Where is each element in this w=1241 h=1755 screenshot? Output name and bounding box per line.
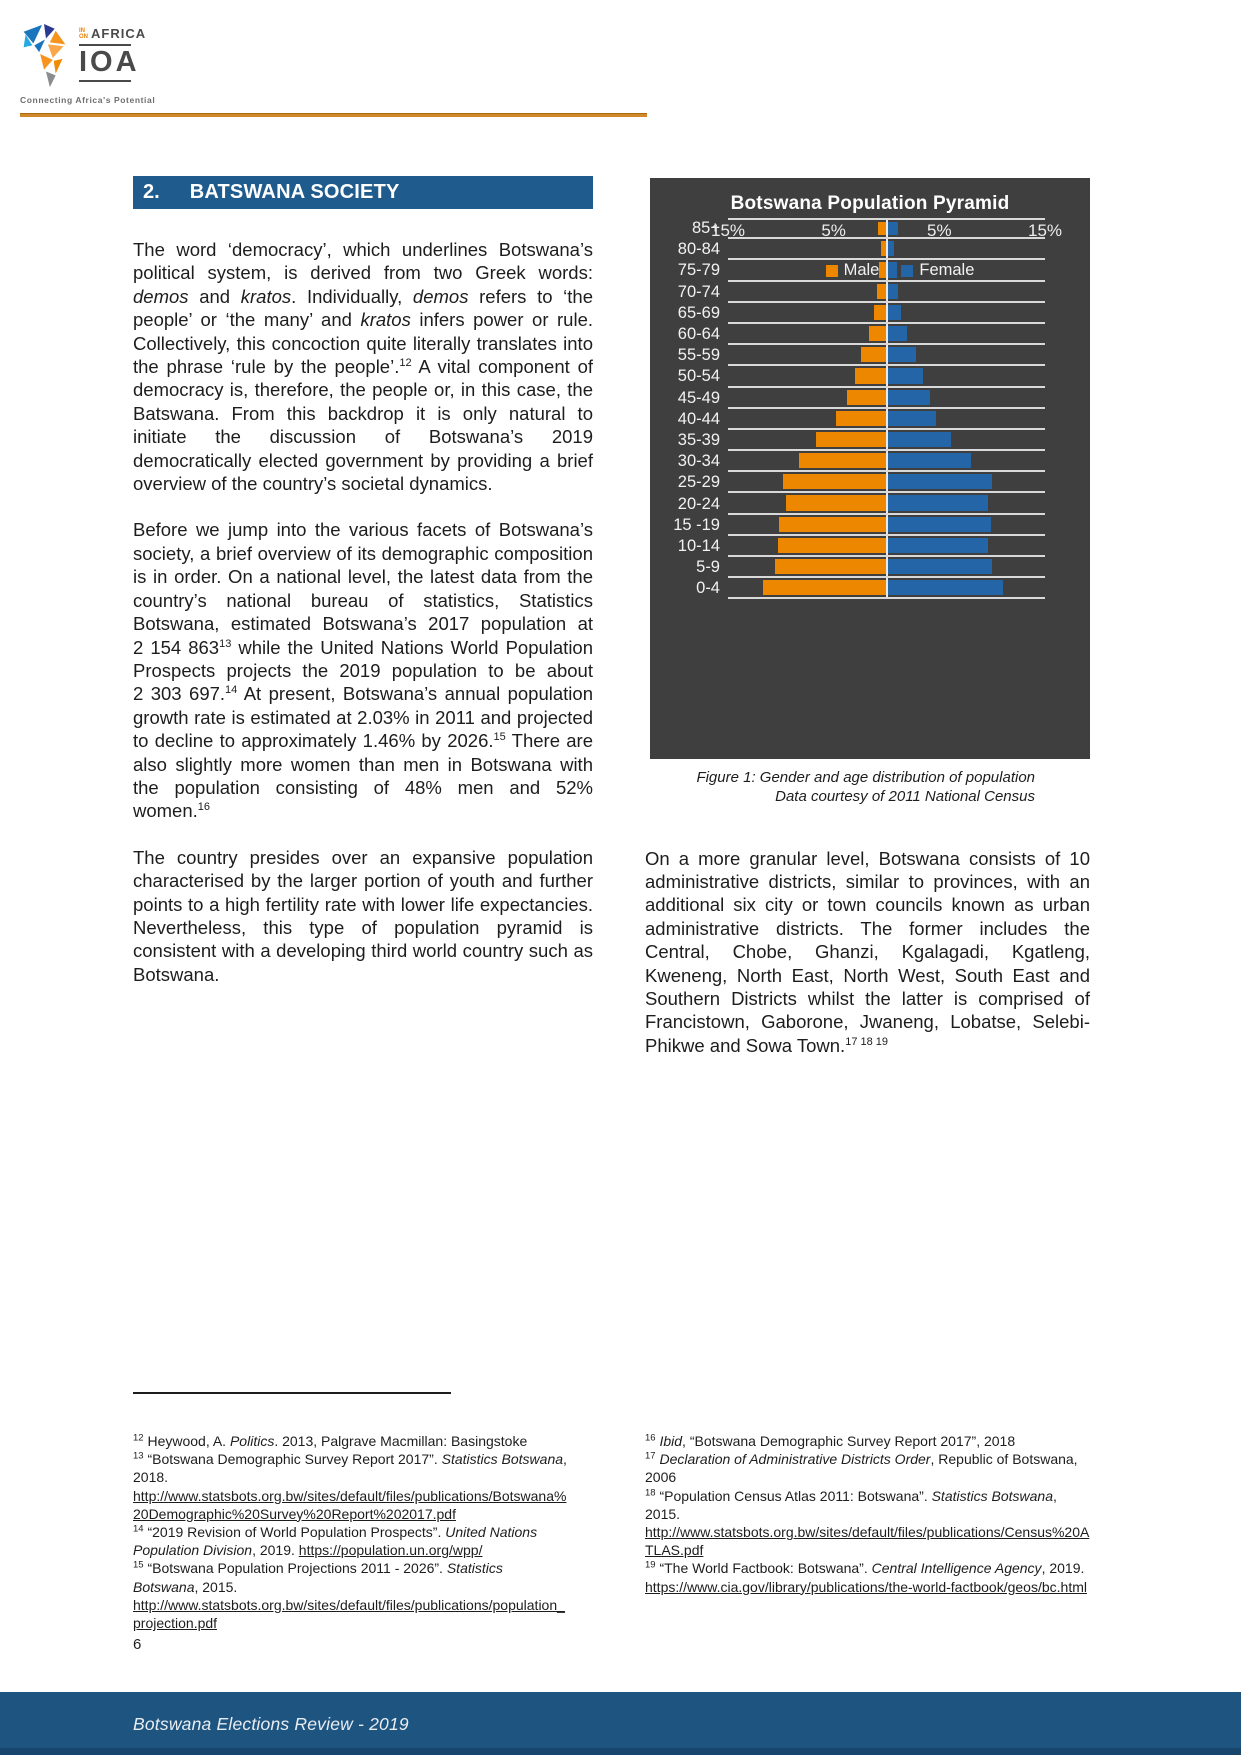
logo-divider [79,80,131,82]
pyramid-plot-area [650,218,1090,599]
pyramid-row [650,451,1090,472]
female-bar [887,347,917,362]
female-bar [887,326,907,341]
age-group-label: 5-9 [696,558,720,577]
text-segment: “Botswana Demographic Survey Report 2017”. [143,1451,442,1468]
footnote [133,1523,571,1559]
pyramid-row [650,536,1090,557]
section-heading-banner [133,176,593,209]
text-segment: and [188,285,241,307]
pyramid-row [650,578,1090,599]
footnote-link[interactable]: http://www.statsbots.org.bw/sites/default/files/publications/Botswana%20Demographic%20Survey%20Report%202017.pdf [133,1487,567,1522]
pyramid-x-axis [710,221,1063,247]
figure-caption-line1: Figure 1: Gender and age distribution of population [696,769,1035,786]
footer-bottom-strip [0,1748,1241,1755]
pyramid-row [650,515,1090,536]
pyramid-track [728,409,1045,430]
text-segment: Statistics Botswana [931,1487,1053,1504]
superscript-ref: 12 [133,1432,144,1444]
logo-africa-text: AFRICA [91,26,147,41]
male-bar [783,474,887,489]
pyramid-row [650,324,1090,345]
pyramid-row [650,345,1090,366]
male-bar [836,411,887,426]
text-segment: Ibid [659,1433,683,1449]
age-group-label: 70-74 [677,282,720,301]
male-bar [816,432,887,447]
male-bar [847,390,886,405]
male-bar [763,580,887,595]
age-group-label: 20-24 [677,494,720,513]
age-group-label: 35-39 [677,430,720,449]
footnotes-left-column [133,1432,571,1632]
age-group-label: 75-79 [677,261,720,280]
superscript-ref: 19 [645,1559,656,1571]
female-bar [887,538,988,553]
pyramid-track [728,366,1045,387]
text-segment: , 2019. [252,1542,299,1559]
female-bar [887,559,993,574]
footnote-link[interactable]: https://population.un.org/wpp/ [298,1542,483,1559]
text-segment: Central Intelligence Agency [871,1560,1042,1577]
pyramid-row [650,388,1090,409]
figure-caption-line2: Data courtesy of 2011 National Census [775,788,1035,805]
chart-title: Botswana Population Pyramid [730,193,1010,214]
age-group-label: 25-29 [677,473,720,492]
paragraph-demographics [133,518,593,822]
female-bar [887,580,1003,595]
age-group-label: 0-4 [696,579,720,598]
legend-label: Male [843,261,880,279]
text-segment: “The World Factbook: Botswana”. [655,1560,872,1577]
male-bar [775,559,887,574]
female-bar [887,495,988,510]
logo-on-text: ON [79,33,88,40]
footnote [133,1559,571,1632]
footnote [645,1559,1093,1595]
text-segment: Statistics Botswana [133,1560,503,1595]
pyramid-track [728,472,1045,493]
text-segment: “Botswana Population Projections 2011 - 2026”. [143,1560,447,1577]
superscript-ref: 15 [133,1559,144,1571]
text-segment: . 2013, Palgrave Macmillan: Basingstoke [274,1433,528,1449]
age-group-label: 15 -19 [673,515,720,534]
text-segment: while the United Nations World Population Prospects projects the 2019 population to be about 2 303 697. [133,636,594,705]
footnote [645,1487,1093,1560]
footnotes-right-column [645,1432,1093,1596]
text-segment: The country presides over an expansive population characterised by the larger portion of youth and further points to a high fertility rate with lower life expectancies. Nevertheless, this type of population pyramid is consistent with a developing third world country such as Botswana. [133,846,593,985]
footnote-link[interactable]: http://www.statsbots.org.bw/sites/default/files/publications/population_projection.pdf [133,1596,565,1632]
age-group-label: 85+ [692,219,720,238]
male-bar [799,453,887,468]
text-segment: Heywood, A. [143,1433,230,1449]
pyramid-track [728,260,1045,281]
text-segment: At present, Botswana’s annual population growth rate is estimated at 2.03% in 2011 and projected to decline to approximately 1.46% by 2026. [133,683,593,752]
superscript-ref: 12 [399,356,412,369]
superscript-ref: 13 [219,637,232,650]
pyramid-track [728,303,1045,324]
pyramid-row [650,409,1090,430]
text-segment: “2019 Revision of World Population Prospects”. [143,1524,446,1541]
age-group-label: 10-14 [677,536,720,555]
footnote-link[interactable]: https://www.cia.gov/library/publications/the-world-factbook/geos/bc.html [645,1578,1087,1595]
footnote [133,1450,571,1523]
pyramid-track [728,324,1045,345]
superscript-ref: 15 [493,730,506,743]
age-group-label: 30-34 [677,452,720,471]
pyramid-row [650,366,1090,387]
pyramid-row [650,282,1090,303]
footnote-link[interactable]: http://www.statsbots.org.bw/sites/default/files/publications/Census%20ATLAS.pdf [645,1524,1090,1559]
age-group-label: 65-69 [677,303,720,322]
text-segment: kratos [360,309,411,331]
x-axis-tick-label: 15% [1027,221,1063,240]
footnote-separator [133,1392,451,1394]
male-bar [778,538,887,553]
text-segment: , 2015. [645,1487,1057,1522]
text-segment: demos [412,285,469,307]
pyramid-track [728,282,1045,303]
age-group-label: 60-64 [677,325,720,344]
male-bar [855,368,887,383]
text-segment: United Nations Population Division [133,1524,538,1559]
pyramid-track [728,388,1045,409]
male-bar [861,347,886,362]
text-segment: , 2018. [133,1451,567,1486]
pyramid-row [650,430,1090,451]
female-bar [887,474,993,489]
female-bar [887,390,930,405]
pyramid-track [728,557,1045,578]
left-text-column [133,238,593,1009]
pyramid-track [728,451,1045,472]
male-bar [786,495,886,510]
text-segment: “Population Census Atlas 2011: Botswana”. [655,1487,932,1504]
female-bar [887,411,937,426]
footer-title: Botswana Elections Review - 2019 [133,1714,409,1734]
paragraph-districts [645,847,1090,1058]
pyramid-row [650,260,1090,281]
figure-caption [650,768,1035,806]
superscript-ref: 16 [645,1432,656,1444]
male-bar [869,326,887,341]
female-bar [887,262,898,277]
female-bar [887,432,951,447]
superscript-ref: 14 [225,684,238,697]
text-segment: demos [133,285,189,307]
text-segment: , “Botswana Demographic Survey Report 2017”, 2018 [682,1433,1016,1449]
paragraph-democracy [133,238,593,495]
text-segment: Statistics Botswana [441,1451,564,1468]
ioa-logo [20,22,210,105]
superscript-ref: 17 [645,1450,656,1462]
age-group-label: 45-49 [677,388,720,407]
logo-tagline: Connecting Africa's Potential [20,95,156,105]
logo-in-text: IN [79,27,85,34]
footnote [645,1450,1093,1486]
text-segment: Politics [229,1433,275,1449]
text-segment: , Republic of Botswana, 2006 [645,1451,1078,1486]
pyramid-row [650,472,1090,493]
age-group-label: 50-54 [677,367,720,386]
text-segment: , 2015. [194,1578,238,1595]
text-segment: A vital component of democracy is, therefore, the people or, in this case, the Batswana. From this backdrop it is only natural to initiate the discussion of Botswana’s 2019 democratically elected government by providing a brief overview of the country’s societal dynamics. [133,356,594,495]
pyramid-track [728,430,1045,451]
pyramid-row [650,493,1090,514]
text-segment: Before we jump into the various facets of Botswana’s society, a brief overview of its demographic composition is in order. On a national level, the latest data from the country’s national bureau of statistics, Statistics Botswana, estimated Botswana’s 2017 population at 2 154 863 [133,519,593,658]
female-bar [887,517,992,532]
female-bar [887,368,924,383]
pyramid-track [728,578,1045,599]
section-title: BATSWANA SOCIETY [189,181,400,203]
legend-label: Female [919,261,975,279]
pyramid-row [650,557,1090,578]
text-segment: The word ‘democracy’, which underlines Botswana’s political system, is derived from two Greek words: [133,239,593,284]
age-group-label: 40-44 [677,409,720,428]
text-segment: On a more granular level, Botswana consists of 10 administrative districts, similar to provinces, with an additional six city or town councils known as urban administrative districts. The former includes the Central, Chobe, Ghanzi, Kgalagadi, Kgatleng, Kweneng, North East, North West, South East and Southern Districts whilst the latter is comprised of Francistown, Gaborone, Jwaneng, Lobatse, Selebi-Phikwe and Sowa Town. [645,847,1090,1056]
age-group-label: 80-84 [677,240,720,259]
text-segment: Declaration of Administrative Districts Order [659,1451,931,1468]
africa-mosaic-icon [20,22,70,90]
population-pyramid-chart [650,178,1090,759]
pyramid-track [728,515,1045,536]
male-bar [877,284,887,299]
superscript-ref: 16 [197,801,211,814]
superscript-ref: 18 [645,1486,656,1498]
pyramid-track [728,345,1045,366]
text-segment: infers power or rule. Collectively, this concoction quite literally translates into the phrase ‘rule by the people’. [133,309,594,378]
text-segment: kratos [240,285,292,307]
female-bar [887,305,902,320]
footnote [133,1432,571,1450]
x-axis-tick-label: 5% [927,221,952,240]
male-bar [779,517,887,532]
superscript-ref: 17 18 19 [845,1035,889,1048]
male-bar [879,262,886,277]
male-bar [874,305,887,320]
superscript-ref: 14 [133,1523,144,1535]
header-orange-rule [20,113,647,117]
logo-ioa-text: IOA [79,46,140,78]
section-number: 2. [143,181,160,203]
footnote [645,1432,1093,1450]
pyramid-track [728,493,1045,514]
text-segment: . Individually, [291,285,413,307]
page-number: 6 [133,1636,142,1653]
paragraph-youth-population [133,846,593,986]
female-bar [887,284,899,299]
x-axis-tick-label: 15% [710,221,746,240]
pyramid-row [650,303,1090,324]
footer-bar [0,1692,1241,1755]
age-group-label: 55-59 [677,346,720,365]
text-segment: , 2019. [1041,1560,1085,1577]
pyramid-track [728,536,1045,557]
superscript-ref: 13 [133,1450,144,1462]
text-segment: There are also slightly more women than men in Botswana with the population consisting of 48% men and 52% women. [133,730,593,822]
x-axis-tick-label: 5% [821,221,846,240]
female-bar [887,453,972,468]
text-segment: refers to ‘the people’ or ‘the many’ and [133,285,594,331]
